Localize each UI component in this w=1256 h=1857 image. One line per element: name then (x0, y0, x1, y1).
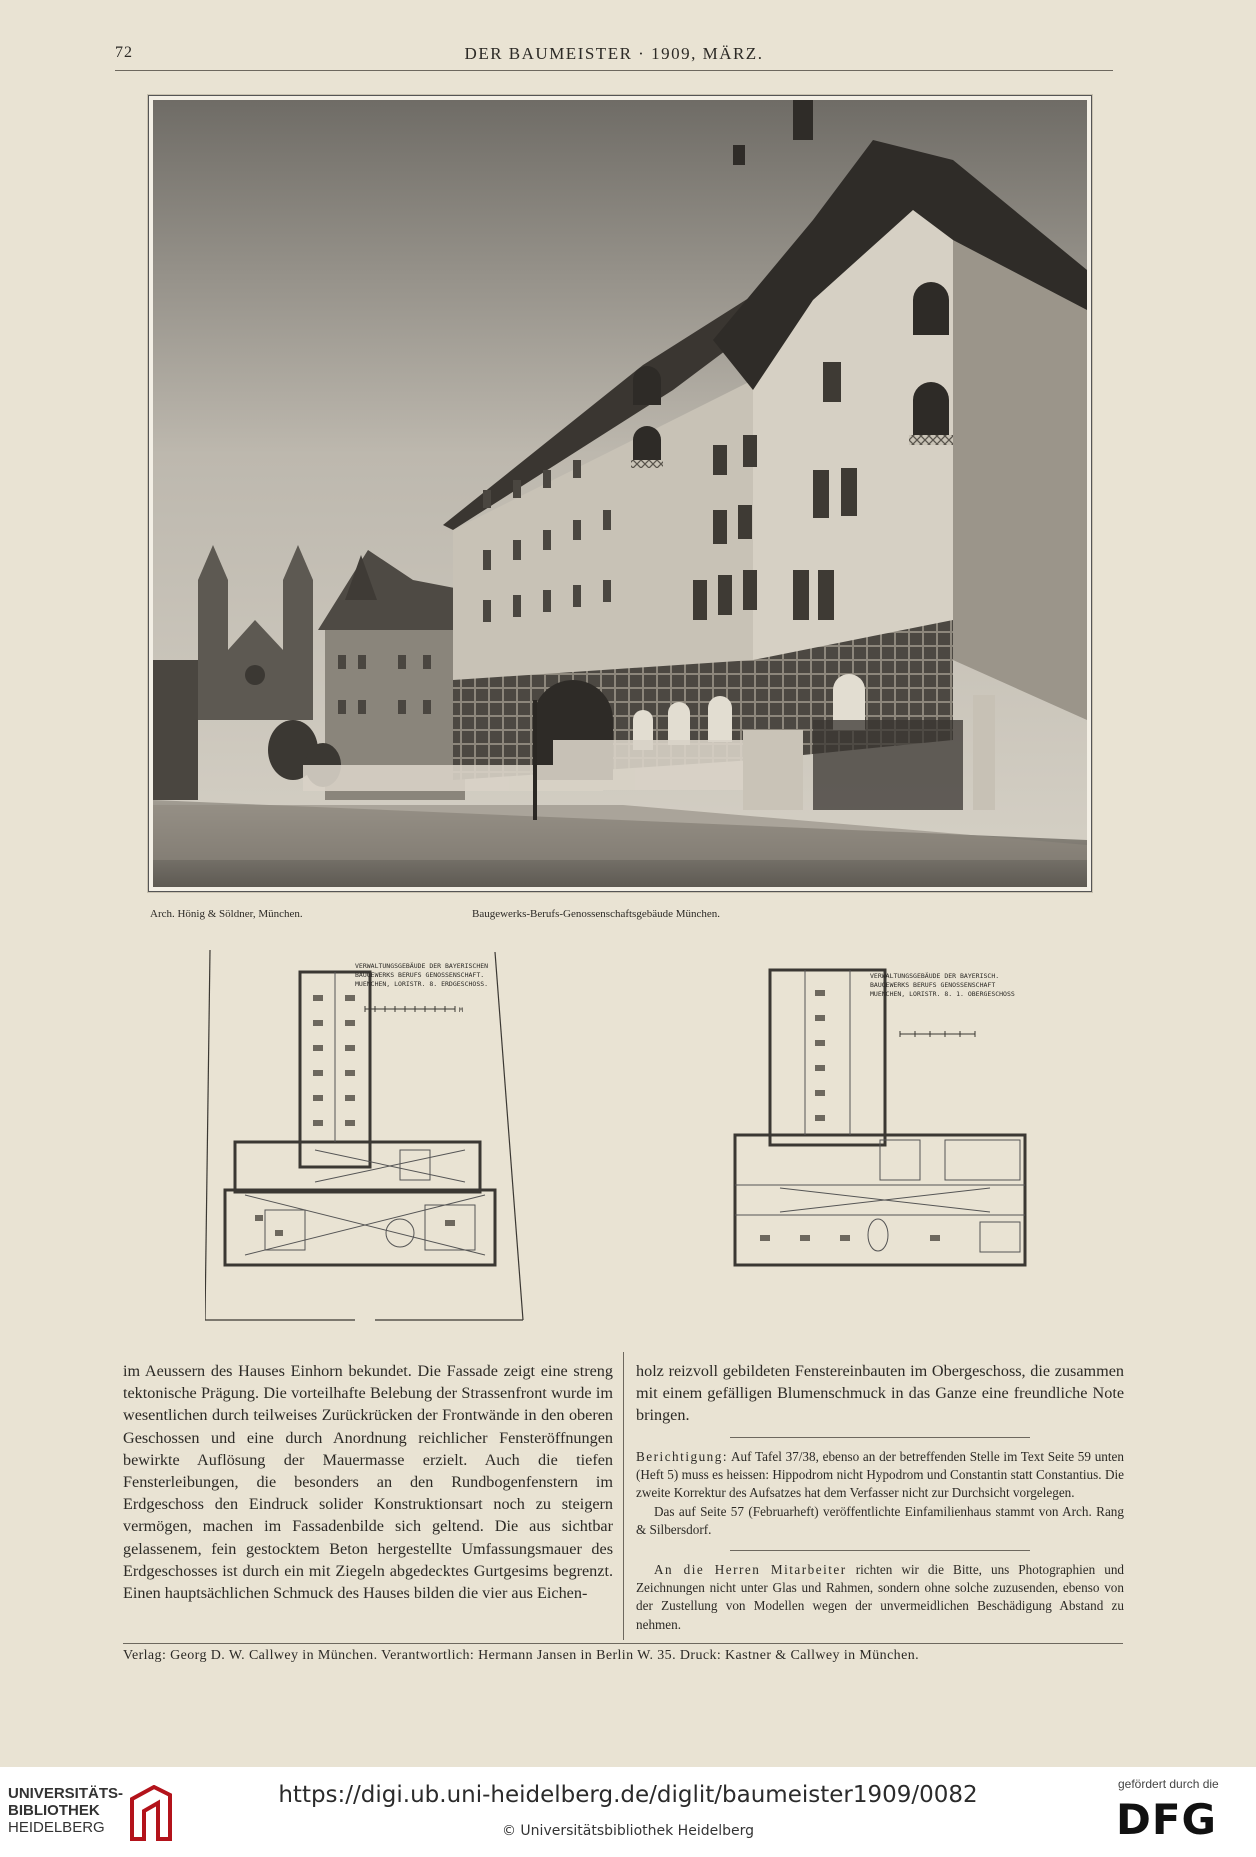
contributors-note (636, 1561, 1124, 1635)
library-line-2: BIBLIOTHEK (8, 1802, 100, 1819)
contributors-note-body: richten wir die Bitte, uns Photographien und Zeichnungen nicht unter Glas und Rahmen, sondern ohne solche zuzusenden, ebenso von der Zustellung von Modellen wegen der unvermeidlichen Beschädigung Abstand zu nehmen. (636, 1561, 1125, 1632)
correction-notice (636, 1448, 1124, 1503)
header-rule (115, 70, 1113, 71)
imprint-footer: Verlag: Georg D. W. Callwey in München. Verantwortlich: Hermann Jansen in Berlin W. 35. Druck: Kastner & Callwey in München. (123, 1648, 919, 1663)
short-rule (730, 1437, 1030, 1438)
page-header (115, 40, 1113, 70)
copyright-text: © Universitätsbibliothek Heidelberg (501, 1823, 754, 1839)
floor-plan-first-drawing (730, 960, 1030, 1290)
body-text-left-column: im Aeussern des Hauses Einhorn bekundet. Die Fassade zeigt eine streng tektonische Prägung. Die vorteilhafte Belebung der Strassenfront wurde im wesentlichen durch teilweises Zurückrücken der Frontwände in den oberen Geschossen und eine durch Anordnung reichlicher Fensteröffnungen bewirkte Auflösung der Mauermasse erzielt. Auch die tiefen Fensterleibungen, die besonders an den Rundbogenfenstern im Erdgeschoss den Eindruck solider Konstruktionsart noch zu steigern vermögen, machen im Fassadenbilde sich geltend. Die aus sichtbar gelassenem, fein gestocktem Beton hergestellte Umfassungsmauer des Erdgeschosses ist durch ein mit Ziegeln abgedecktes Gurtgesims begrenzt. Einen hauptsächlichen Schmuck des Hauses bilden die vier aus Eichen- (123, 1362, 613, 1603)
footer-rule (123, 1643, 1123, 1644)
plan-right-label-3: MUENCHEN, LORISTR. 8. 1. OBERGESCHOSS (870, 990, 1015, 998)
short-rule-2 (730, 1550, 1030, 1551)
funding-label: gefördert durch die (1118, 1777, 1219, 1791)
library-line-1: UNIVERSITÄTS- (8, 1785, 124, 1802)
column-divider (623, 1352, 624, 1640)
floor-plan-ground-drawing (205, 950, 625, 1335)
caption-architect: Arch. Hönig & Söldner, München. (150, 908, 303, 920)
building-photograph (148, 95, 1092, 892)
plan-right-label-2: BAUGEWERKS BERUFS GENOSSENSCHAFT (870, 981, 996, 989)
plan-left-label-2: BAUGEWERKS BERUFS GENOSSENSCHAFT. (355, 971, 485, 979)
plan-right-label-1: VERWALTUNGSGEBÄUDE DER BAYERISCH. (870, 972, 1000, 980)
plan-left-scale-unit: M (459, 1006, 463, 1014)
body-text-right-column (636, 1360, 1124, 1634)
floor-plan-first-floor (730, 960, 1030, 1290)
contributors-note-heading: An die Herren Mitarbeiter (654, 1561, 847, 1577)
permalink-url[interactable]: https://digi.ub.uni-heidelberg.de/diglit/baumeister1909/0082 (278, 1782, 978, 1808)
floor-plan-ground-floor (205, 950, 625, 1335)
photo-illustration (153, 100, 1087, 887)
right-column-paragraph: holz reizvoll gebildeten Fenstereinbauten im Obergeschoss, die zusammen mit einem gefälligen Blumenschmuck in das Ganze eine freundliche Note bringen. (636, 1362, 1124, 1425)
correction-body: Auf Tafel 37/38, ebenso an der betreffenden Stelle im Text Seite 59 unten (Heft 5) muss es heissen: Hippodrom nicht Hypodrom und Constantin statt Constantius. Die zweite Korrektur des Aufsatzes hat dem Verfasser nicht zur Durchsicht vorgelegen. (636, 1448, 1124, 1501)
correction-heading: Berichtigung: (636, 1448, 729, 1464)
plan-left-label-1: VERWALTUNGSGEBÄUDE DER BAYERISCHEN (355, 962, 489, 970)
dfg-logo: DFG (1116, 1795, 1218, 1844)
plan-left-label-3: MUENCHEN, LORISTR. 8. ERDGESCHOSS. (355, 980, 489, 988)
library-line-3: HEIDELBERG (8, 1819, 105, 1836)
correction-notice-2: Das auf Seite 57 (Februarheft) veröffentlichte Einfamilienhaus stammt von Arch. Rang & Silbersdorf. (636, 1503, 1124, 1538)
caption-building: Baugewerks-Berufs-Genossenschaftsgebäude München. (472, 908, 721, 920)
journal-title: DER BAUMEISTER · 1909, MÄRZ. (464, 44, 764, 63)
library-bar (0, 1767, 1256, 1857)
page-number: 72 (115, 44, 133, 61)
